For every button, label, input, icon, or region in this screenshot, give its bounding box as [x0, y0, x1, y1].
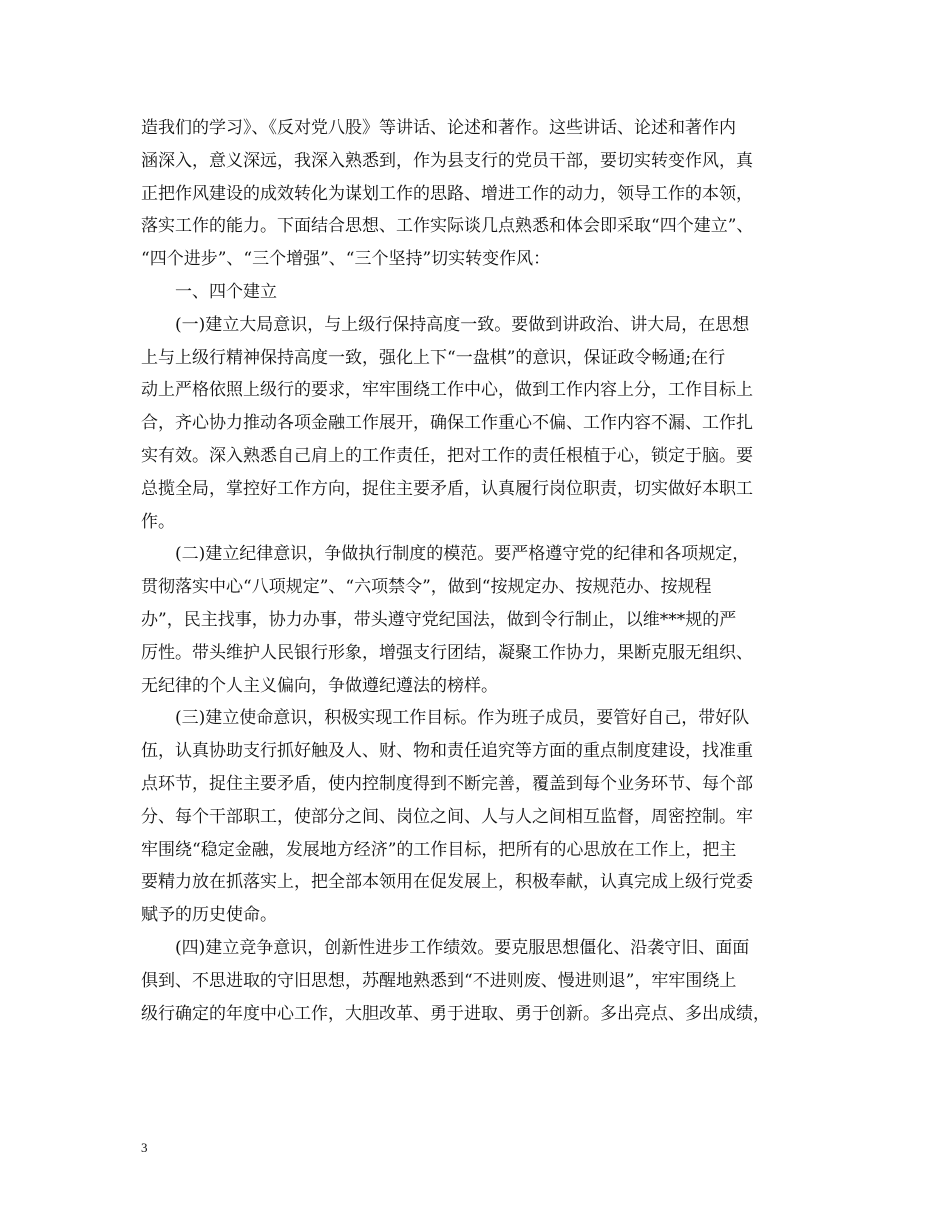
text-line-28: 级行确定的年度中心工作，大胆改革、勇于进取、勇于创新。多出亮点、多出成绩，: [141, 1003, 770, 1024]
text-line-17: 厉性。带头维护人民银行形象，增强支行团结，凝聚工作协力，果断克服无组织、: [141, 642, 753, 663]
text-line-24: 要精力放在抓落实上，把全部本领用在促发展上，积极奉献，认真完成上级行党委: [141, 872, 753, 893]
text-line-21: 点环节，捉住主要矛盾，使内控制度得到不断完善，覆盖到每个业务环节、每个部: [141, 773, 753, 794]
text-line-10: 合，齐心协力推动各项金融工作展开，确保工作重心不偏、工作内容不漏、工作扎: [141, 413, 753, 434]
page-number: 3: [141, 1140, 148, 1155]
text-line-23: 牢围绕“稳定金融，发展地方经济”的工作目标，把所有的心思放在工作上，把主: [141, 839, 737, 860]
text-line-13: 作。: [141, 511, 175, 532]
text-line-18: 无纪律的个人主义偏向，争做遵纪遵法的榜样。: [141, 675, 498, 696]
section-heading-1: 一、四个建立: [175, 281, 277, 302]
text-line-16: 办”，民主找事，协力办事，带头遵守党纪国法，做到令行制止，以维***规的严: [141, 609, 737, 630]
text-line-14: (二)建立纪律意识，争做执行制度的模范。要严格遵守党的纪律和各项规定，: [175, 544, 750, 565]
text-line-27: 俱到、不思进取的守旧思想，苏醒地熟悉到“不进则废、慢进则退”，牢牢围绕上: [141, 970, 737, 991]
text-line-25: 赋予的历史使命。: [141, 905, 277, 926]
text-line-9: 动上严格依照上级行的要求，牢牢围绕工作中心，做到工作内容上分，工作目标上: [141, 380, 753, 401]
text-line-12: 总揽全局，掌控好工作方向，捉住主要矛盾，认真履行岗位职责，切实做好本职工: [141, 478, 753, 499]
text-line-22: 分、每个干部职工，使部分之间、岗位之间、人与人之间相互监督，周密控制。牢: [141, 806, 753, 827]
text-line-8: 上与上级行精神保持高度一致，强化上下“一盘棋”的意识，保证政令畅通;在行: [141, 347, 726, 368]
text-line-4: 落实工作的能力。下面结合思想、工作实际谈几点熟悉和体会即采取“四个建立”、: [141, 216, 754, 237]
text-line-19: (三)建立使命意识，积极实现工作目标。作为班子成员，要管好自己，带好队: [175, 708, 750, 729]
text-line-26: (四)建立竞争意识，创新性进步工作绩效。要克服思想僵化、沿袭守旧、面面: [175, 937, 750, 958]
text-line-20: 伍，认真协助支行抓好触及人、财、物和责任追究等方面的重点制度建设，找准重: [141, 741, 753, 762]
text-line-15: 贯彻落实中心“八项规定”、“六项禁令”，做到“按规定办、按规范办、按规程: [141, 577, 712, 598]
document-body: [141, 112, 821, 1030]
text-line-5: “四个进步”、“三个增强”、“三个坚持”切实转变作风：: [141, 249, 551, 270]
text-line-11: 实有效。深入熟悉自己肩上的工作责任，把对工作的责任根植于心，锁定于脑。要: [141, 445, 753, 466]
text-line-2: 涵深入，意义深远，我深入熟悉到，作为县支行的党员干部，要切实转变作风，真: [141, 150, 753, 171]
text-line-7: (一)建立大局意识，与上级行保持高度一致。要做到讲政治、讲大局，在思想: [175, 314, 750, 335]
text-line-3: 正把作风建设的成效转化为谋划工作的思路、增进工作的动力，领导工作的本领，: [141, 183, 753, 204]
text-line-1: 造我们的学习》、《反对党八股》等讲话、论述和著作。这些讲话、论述和著作内: [141, 118, 736, 138]
